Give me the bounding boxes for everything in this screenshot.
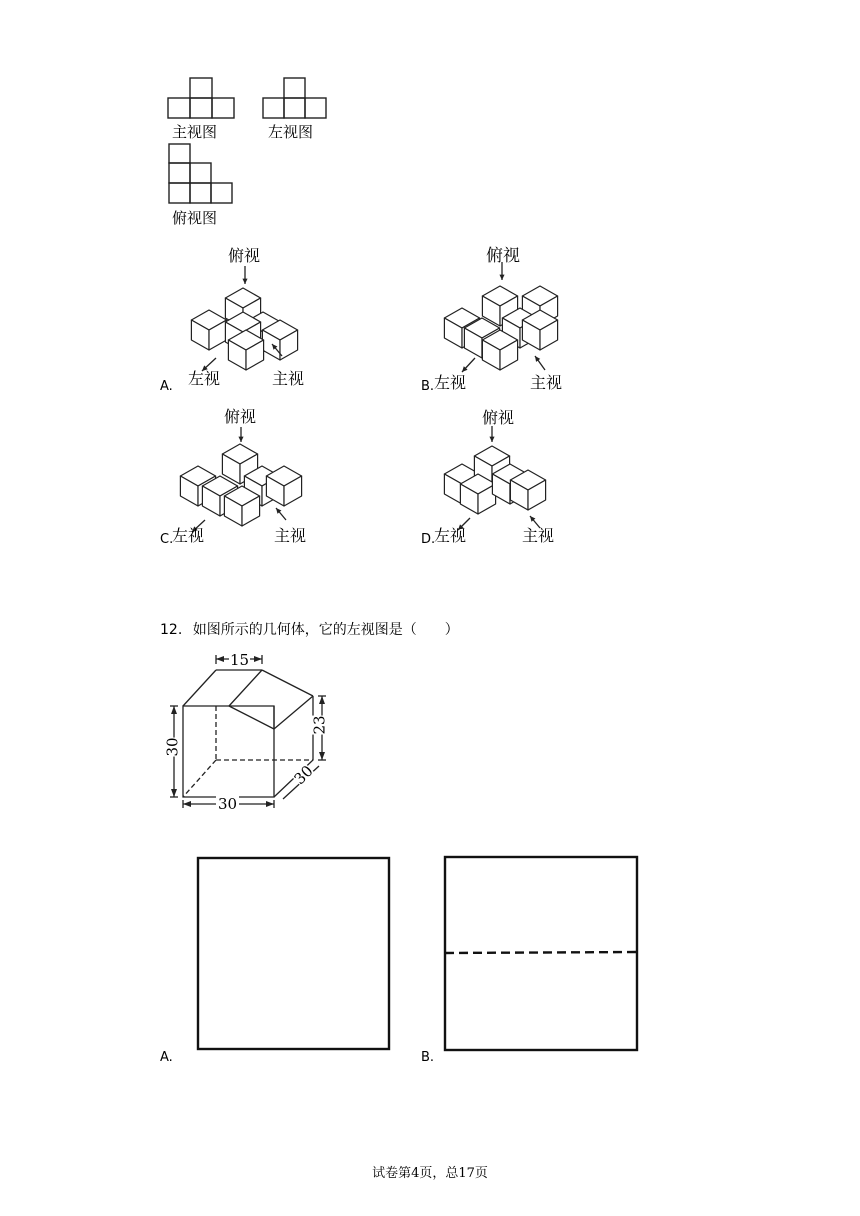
option-c-front-label: 主视 [274,526,307,545]
q12-option-a-letter: A. [160,1050,173,1065]
option-c-top-label: 俯视 [224,407,257,426]
option-b-letter: B. [421,379,435,394]
dim-height: 30 [163,737,182,757]
option-a-left-label: 左视 [188,369,221,388]
option-a-top-label: 俯视 [228,246,261,265]
top-view-caption: 俯视图 [172,209,218,227]
option-c-letter: C. [160,532,174,547]
option-d-top-label: 俯视 [482,408,515,427]
option-b-front-label: 主视 [530,373,563,392]
q12-option-b-letter: B. [421,1050,435,1065]
option-d-left-label: 左视 [434,526,467,545]
option-a-square [198,858,389,1049]
option-d-front-label: 主视 [522,526,555,545]
option-c-left-label: 左视 [172,526,205,545]
dim-right-height: 23 [310,715,329,735]
question-number: 12. [160,622,183,638]
option-a-letter: A. [160,379,173,394]
page-footer: 试卷第4页，总17页 [372,1166,488,1181]
dim-width: 30 [218,795,238,813]
option-a-front-label: 主视 [272,369,305,388]
left-view-caption: 左视图 [268,123,314,141]
dim-top: 15 [230,651,250,669]
option-b-hidden-line [445,952,637,953]
question-text: 如图所示的几何体，它的左视图是（ ） [192,622,459,638]
dim-depth: 30 [290,761,317,789]
option-d-letter: D. [421,532,436,547]
front-view-caption: 主视图 [172,123,218,141]
option-b-left-label: 左视 [434,373,467,392]
option-b-top-label: 俯视 [486,246,520,266]
